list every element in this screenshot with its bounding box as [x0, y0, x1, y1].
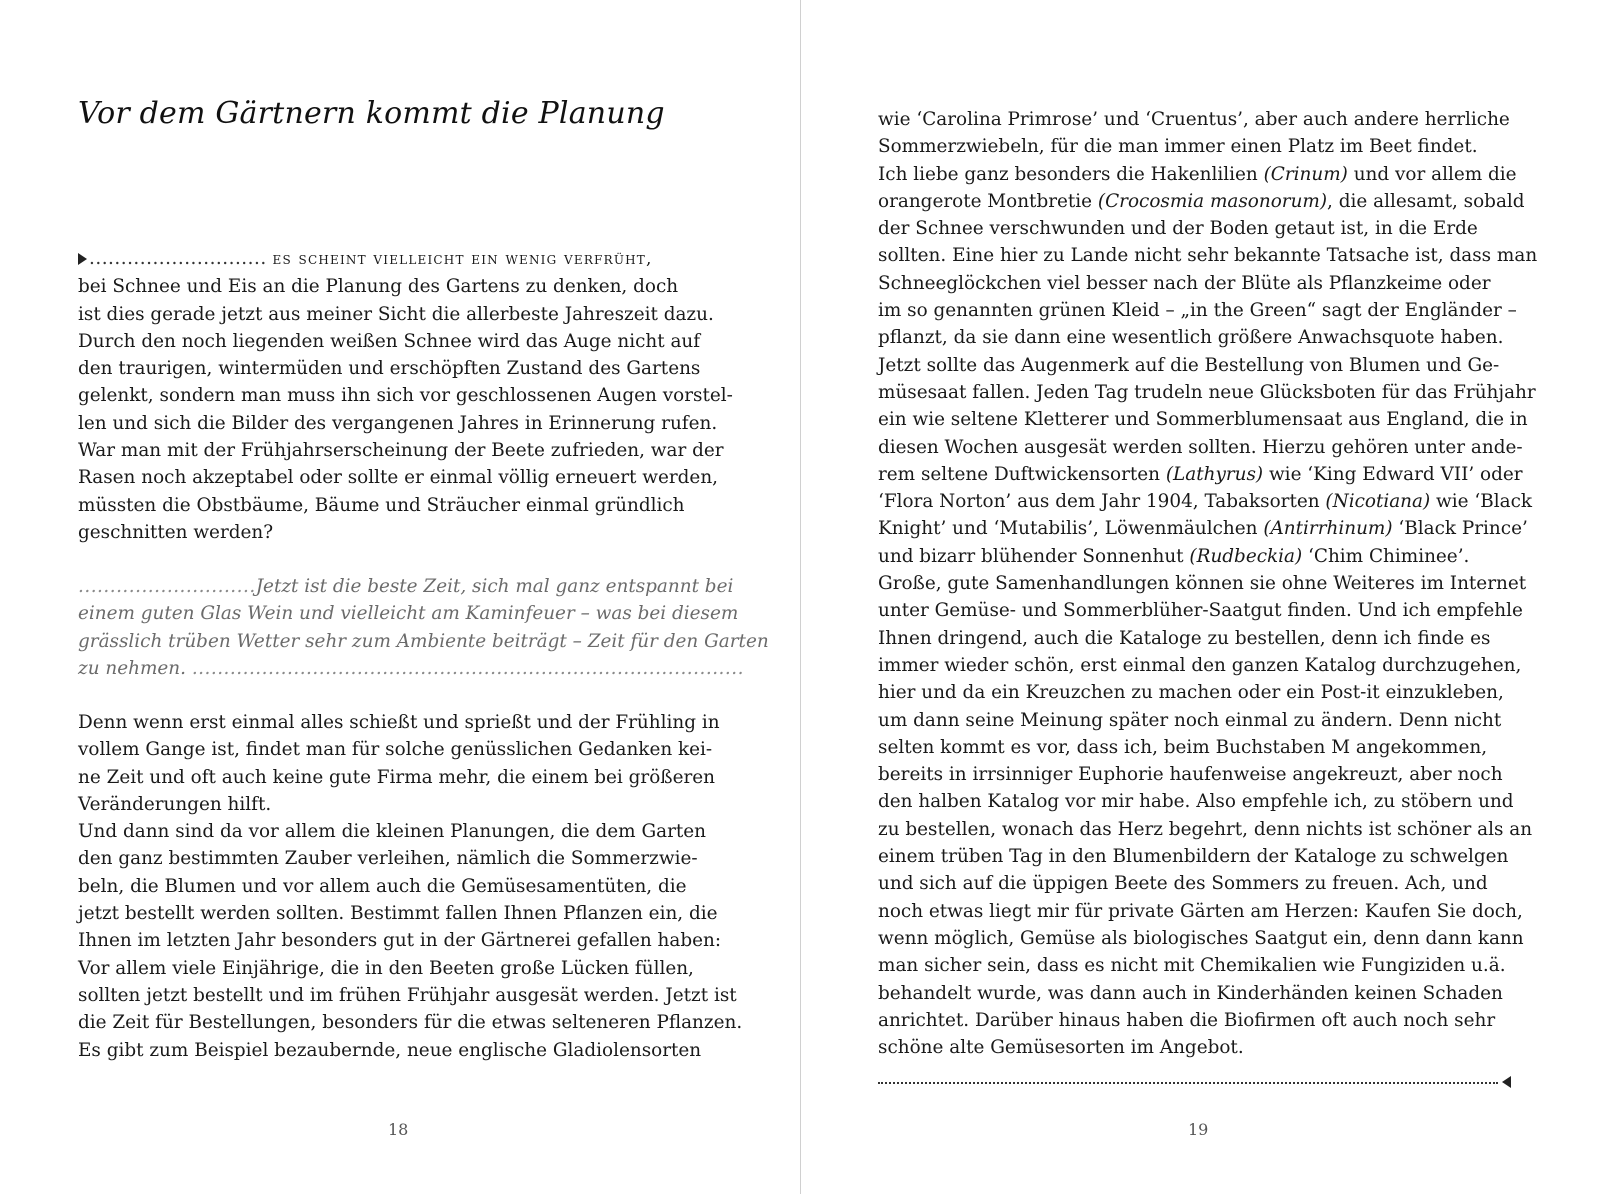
- body-line: zu bestellen, wonach das Herz begehrt, denn nichts ist schöner als an: [878, 818, 1533, 840]
- text-run: Knight’ und ‘Mutabilis’, Löwenmäulchen: [878, 518, 1264, 540]
- text-run: orangerote Montbretie: [878, 190, 1098, 212]
- intro-line: Rasen noch akzeptabel oder sollte er einmal völlig erneuert werden,: [78, 467, 719, 489]
- body-line: [878, 543, 1537, 570]
- body-line: Jetzt sollte das Augenmerk auf die Bestellung von Blumen und Ge-: [878, 354, 1500, 376]
- body-line: sollten jetzt bestellt und im frühen Frühjahr ausgesät werden. Jetzt ist: [78, 984, 737, 1006]
- body-line: [878, 515, 1537, 542]
- botanical-name: (Crocosmia masonorum): [1097, 190, 1328, 212]
- body-line: noch etwas liegt mir für private Gärten am Herzen: Kaufen Sie doch,: [878, 900, 1523, 922]
- intro-line: len und sich die Bilder des vergangenen Jahres in Erinnerung rufen.: [78, 412, 718, 434]
- section-start-marker-icon: [78, 253, 87, 265]
- body-line: [878, 188, 1537, 215]
- body-line: der Schnee verschwunden und der Boden getaut ist, in die Erde: [878, 218, 1478, 240]
- body-line: jetzt bestellt werden sollten. Bestimmt fallen Ihnen Pflanzen ein, die: [78, 903, 718, 925]
- right-body-text: [878, 106, 1537, 1061]
- text-run: Ich liebe ganz besonders die Hakenlilien: [878, 163, 1264, 185]
- text-run: ‘Black Prince’: [1392, 518, 1528, 540]
- body-line: um dann seine Meinung später noch einmal zu ändern. Denn nicht: [878, 709, 1502, 731]
- page-number-left: 18: [388, 1120, 409, 1139]
- body-paragraph: [78, 709, 742, 1064]
- text-run: rem seltene Duftwickensorten: [878, 463, 1166, 485]
- intro-line: Durch den noch liegenden weißen Schnee wird das Auge nicht auf: [78, 330, 701, 352]
- quote-line: [78, 655, 769, 682]
- section-end-rule: [878, 1076, 1518, 1090]
- quote-line: grässlich trüben Wetter sehr zum Ambiente beiträgt – Zeit für den Garten: [78, 630, 769, 652]
- botanical-name: (Nicotiana): [1325, 491, 1431, 513]
- intro-line: geschnitten werden?: [78, 521, 274, 543]
- body-line: Sommerzwiebeln, für die man immer einen Platz im Beet findet.: [878, 136, 1478, 158]
- body-line: diesen Wochen ausgesät werden sollten. Hierzu gehören unter ande-: [878, 436, 1523, 458]
- botanical-name: (Rudbeckia): [1189, 545, 1303, 567]
- text-run: wie ‘Black: [1430, 491, 1533, 513]
- intro-line: den traurigen, wintermüden und erschöpften Zustand des Gartens: [78, 358, 701, 380]
- body-line: Ihnen im letzten Jahr besonders gut in der Gärtnerei gefallen haben:: [78, 930, 722, 952]
- body-line: man sicher sein, dass es nicht mit Chemikalien wie Fungiziden u.ä.: [878, 955, 1506, 977]
- botanical-name: (Antirrhinum): [1263, 518, 1393, 540]
- body-line: Denn wenn erst einmal alles schießt und sprießt und der Frühling in: [78, 712, 720, 733]
- dotted-rule: [878, 1082, 1498, 1084]
- intro-line: gelenkt, sondern man muss ihn sich vor geschlossenen Augen vorstel-: [78, 385, 733, 407]
- body-line: Und dann sind da vor allem die kleinen Planungen, die dem Garten: [78, 821, 707, 843]
- body-line: bereits in irrsinniger Euphorie haufenweise angekreuzt, aber noch: [878, 764, 1503, 786]
- body-line: immer wieder schön, erst einmal den ganzen Katalog durchzugehen,: [878, 654, 1522, 676]
- body-line: müsesaat fallen. Jeden Tag trudeln neue Glücksboten für das Frühjahr: [878, 381, 1536, 403]
- quote-last-text: zu nehmen.: [78, 657, 186, 679]
- body-line: im so genannten grünen Kleid – „in the Green“ sagt der Engländer –: [878, 300, 1517, 322]
- text-run: wie ‘King Edward VII’ oder: [1263, 463, 1523, 485]
- body-line: vollem Gange ist, findet man für solche genüsslichen Gedanken kei-: [78, 739, 713, 761]
- intro-line: ist dies gerade jetzt aus meiner Sicht die allerbeste Jahreszeit dazu.: [78, 303, 714, 325]
- body-line: ne Zeit und oft auch keine gute Firma mehr, die einem bei größeren: [78, 766, 715, 788]
- pull-quote: [78, 573, 769, 682]
- body-line: wenn möglich, Gemüse als biologisches Saatgut ein, denn dann kann: [878, 927, 1524, 949]
- text-run: , die allesamt, sobald: [1327, 190, 1525, 212]
- body-line: ein wie seltene Kletterer und Sommerblumensaat aus England, die in: [878, 409, 1528, 431]
- body-line: [878, 161, 1537, 188]
- botanical-name: (Crinum): [1263, 163, 1348, 185]
- body-line: pflanzt, da sie dann eine wesentlich größere Anwachsquote haben.: [878, 327, 1504, 349]
- intro-first-line: [78, 245, 733, 273]
- body-line: hier und da ein Kreuzchen zu machen oder ein Post-it einzukleben,: [878, 682, 1504, 704]
- body-line: beln, die Blumen und vor allem auch die Gemüsesamentüten, die: [78, 875, 687, 897]
- text-run: und bizarr blühender Sonnenhut: [878, 545, 1190, 567]
- text-run: und vor allem die: [1347, 163, 1517, 185]
- body-line: den halben Katalog vor mir habe. Also empfehle ich, zu stöbern und: [878, 791, 1514, 813]
- body-line: den ganz bestimmten Zauber verleihen, nämlich die Sommerzwie-: [78, 848, 698, 870]
- body-line: behandelt wurde, was dann auch in Kinderhänden keinen Schaden: [878, 982, 1503, 1004]
- text-run: ‘Flora Norton’ aus dem Jahr 1904, Tabaksorten: [878, 491, 1326, 513]
- quote-trail-dots: .......................................................................................: [191, 657, 744, 679]
- intro-line: War man mit der Frühjahrserscheinung der Beete zufrieden, war der: [78, 440, 724, 462]
- body-line: sollten. Eine hier zu Lande nicht sehr bekannte Tatsache ist, dass man: [878, 245, 1538, 267]
- section-end-marker-icon: [1502, 1076, 1511, 1088]
- intro-line: bei Schnee und Eis an die Planung des Gartens zu denken, doch: [78, 276, 679, 298]
- body-line: Veränderungen hilft.: [78, 793, 272, 815]
- body-line: und sich auf die üppigen Beete des Sommers zu freuen. Ach, und: [878, 873, 1488, 895]
- body-line: unter Gemüse- und Sommerblüher-Saatgut finden. Und ich empfehle: [878, 600, 1523, 622]
- quote-line: einem guten Glas Wein und vielleicht am Kaminfeuer – was bei diesem: [78, 603, 739, 625]
- body-line: einem trüben Tag in den Blumenbildern der Kataloge zu schwelgen: [878, 846, 1509, 868]
- body-line: schöne alte Gemüsesorten im Angebot.: [878, 1037, 1244, 1059]
- text-run: ‘Chim Chiminee’.: [1302, 545, 1470, 567]
- intro-smallcaps-lead: es scheint vielleicht ein wenig verfrüht,: [272, 249, 653, 269]
- quote-line: [78, 573, 769, 600]
- body-line: Ihnen dringend, auch die Kataloge zu bestellen, denn ich finde es: [878, 627, 1491, 649]
- body-line: Schneeglöckchen viel besser nach der Blüte als Pflanzkeime oder: [878, 272, 1491, 294]
- botanical-name: (Lathyrus): [1165, 463, 1264, 485]
- body-line: anrichtet. Darüber hinaus haben die Biofirmen oft auch noch sehr: [878, 1009, 1496, 1031]
- intro-line: müssten die Obstbäume, Bäume und Sträucher einmal gründlich: [78, 494, 685, 516]
- body-line: [878, 461, 1537, 488]
- body-line: selten kommt es vor, dass ich, beim Buchstaben M angekommen,: [878, 736, 1488, 758]
- page-number-right: 19: [1188, 1120, 1209, 1139]
- intro-paragraph: [78, 245, 733, 546]
- body-line: die Zeit für Bestellungen, besonders für die etwas selteneren Pflanzen.: [78, 1012, 743, 1034]
- body-line: wie ‘Carolina Primrose’ und ‘Cruentus’, aber auch andere herrliche: [878, 109, 1510, 130]
- body-line: [878, 488, 1537, 515]
- body-line: Es gibt zum Beispiel bezaubernde, neue englische Gladiolensorten: [78, 1039, 702, 1061]
- quote-lead-dots: ............................: [78, 576, 256, 597]
- intro-lead-dots: ............................: [89, 248, 267, 269]
- chapter-title: Vor dem Gärtnern kommt die Planung: [78, 96, 665, 131]
- body-line: Große, gute Samenhandlungen können sie ohne Weiteres im Internet: [878, 573, 1527, 595]
- body-line: Vor allem viele Einjährige, die in den Beeten große Lücken füllen,: [78, 957, 694, 979]
- quote-first-text: Jetzt ist die beste Zeit, sich mal ganz entspannt bei: [255, 576, 734, 597]
